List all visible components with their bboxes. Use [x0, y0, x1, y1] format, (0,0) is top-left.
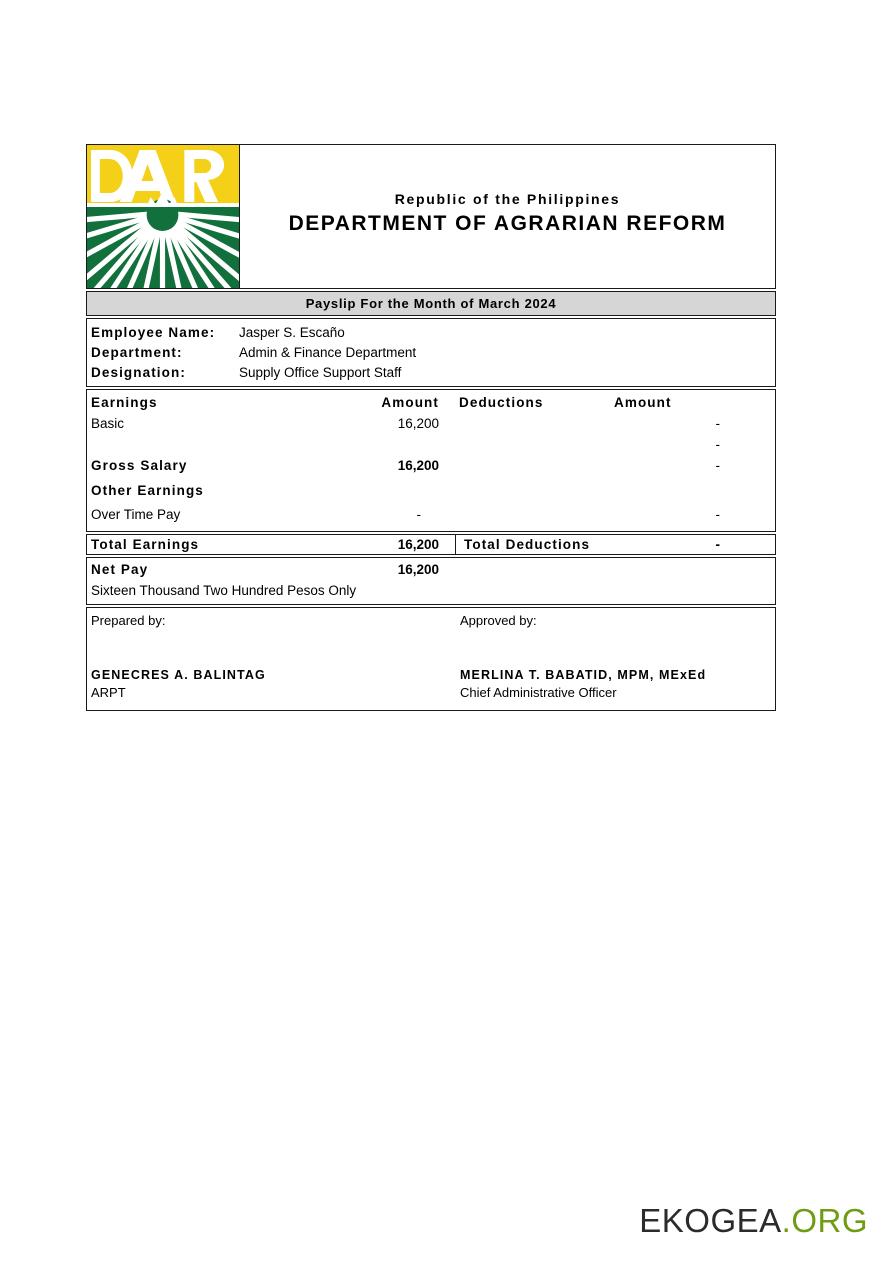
earning-name: Basic — [91, 416, 125, 431]
prepared-by-role: ARPT — [91, 685, 126, 700]
deduction-amount: - — [715, 437, 720, 452]
table-row — [87, 434, 775, 455]
employee-name-value: Jasper S. Escaño — [239, 324, 345, 340]
logo-cell — [87, 145, 240, 288]
designation-value: Supply Office Support Staff — [239, 364, 402, 380]
country-line: Republic of the Philippines — [394, 191, 621, 207]
table-row — [87, 504, 775, 525]
total-deductions-value: - — [715, 537, 720, 552]
prepared-by-caption: Prepared by: — [91, 613, 166, 628]
net-pay-section — [86, 557, 776, 605]
payslip-header — [86, 144, 776, 289]
ekogea-watermark — [639, 1202, 868, 1240]
designation-label: Designation: — [91, 364, 186, 380]
employee-info-section — [86, 318, 776, 387]
net-pay-value: 16,200 — [397, 562, 439, 577]
prepared-by-name: GENECRES A. BALINTAG — [91, 668, 266, 682]
earning-amount: 16,200 — [397, 416, 439, 431]
deduction-amount: - — [715, 507, 720, 522]
total-deductions-label: Total Deductions — [464, 537, 591, 552]
employee-info-row — [87, 342, 775, 362]
approved-by-caption: Approved by: — [460, 613, 537, 628]
department-label: Department: — [91, 344, 183, 360]
employee-info-row — [87, 322, 775, 342]
other-earnings-label: Other Earnings — [91, 482, 204, 498]
approved-by-role: Chief Administrative Officer — [460, 685, 617, 700]
col-header-deductions: Deductions — [459, 395, 544, 410]
net-pay-label: Net Pay — [91, 562, 149, 577]
gross-salary-label: Gross Salary — [91, 458, 188, 473]
earnings-deductions-section — [86, 389, 776, 532]
earning-name: Over Time Pay — [91, 507, 181, 522]
department-value: Admin & Finance Department — [239, 344, 417, 360]
table-header-row — [87, 392, 775, 413]
prepared-by-block — [91, 613, 421, 700]
payslip-sheet — [86, 144, 776, 711]
signature-section — [86, 607, 776, 711]
approved-by-block — [460, 613, 790, 700]
table-row-gross-salary — [87, 455, 775, 476]
net-pay-in-words: Sixteen Thousand Two Hundred Pesos Only — [91, 583, 357, 598]
totals-row — [86, 534, 776, 555]
payslip-period-banner — [86, 291, 776, 316]
deduction-amount: - — [715, 416, 720, 431]
col-header-earnings-amount: Amount — [381, 395, 439, 410]
watermark-accent: .ORG — [781, 1202, 868, 1239]
net-pay-row — [87, 559, 775, 580]
deduction-amount: - — [715, 458, 720, 473]
total-earnings-value: 16,200 — [397, 537, 439, 552]
total-earnings-label: Total Earnings — [91, 537, 200, 552]
col-header-earnings: Earnings — [91, 395, 158, 410]
table-row — [87, 413, 775, 434]
payslip-period-title: Payslip For the Month of March 2024 — [305, 296, 557, 311]
approved-by-name: MERLINA T. BABATID, MPM, MExEd — [460, 668, 707, 682]
watermark-primary: EKOGEA — [639, 1202, 782, 1239]
col-header-deductions-amount: Amount — [614, 395, 672, 410]
earning-amount: - — [416, 507, 421, 522]
dar-agency-logo-icon — [87, 145, 239, 288]
agency-title-cell — [240, 145, 775, 288]
table-row-other-earnings-header — [87, 476, 775, 504]
employee-info-row — [87, 362, 775, 382]
employee-name-label: Employee Name: — [91, 324, 216, 340]
agency-line: DEPARTMENT OF AGRARIAN REFORM — [288, 212, 727, 235]
gross-salary-amount: 16,200 — [397, 458, 439, 473]
